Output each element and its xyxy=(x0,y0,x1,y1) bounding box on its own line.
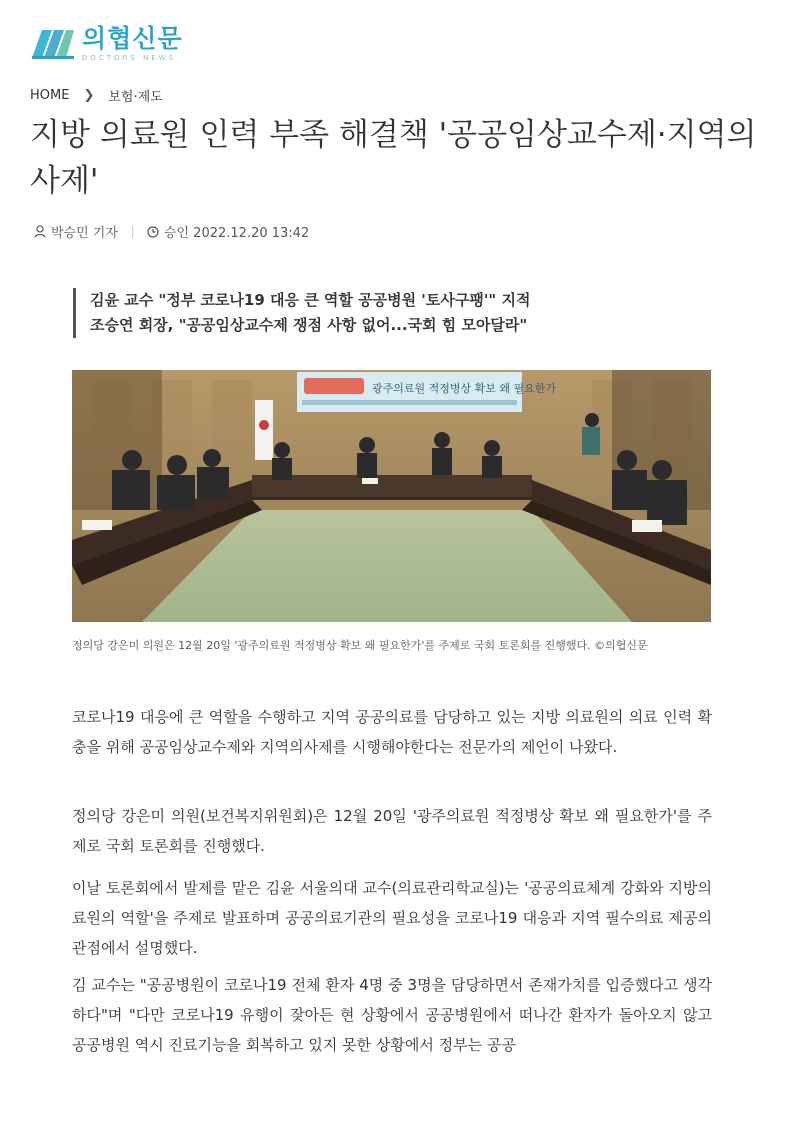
logo-mark-icon xyxy=(30,26,76,62)
subtitle-line: 김윤 교수 "정부 코로나19 대응 큰 역할 공공병원 '토사구팽'" 지적 xyxy=(90,291,531,309)
logo-name: 의협신문 xyxy=(82,24,183,53)
paragraph: 코로나19 대응에 큰 역할을 수행하고 지역 공공의료를 담당하고 있는 지방 의료원의 의료 인력 확충을 위해 공공임상교수제와 지역의사제를 시행해야한다는 전문가의 제언이 나왔다. xyxy=(72,708,712,756)
logo-subtitle: DOCTORS NEWS xyxy=(82,54,177,62)
user-icon xyxy=(34,225,46,238)
article-subtitles xyxy=(73,288,530,338)
breadcrumb xyxy=(30,86,163,105)
site-logo[interactable] xyxy=(30,26,183,62)
subtitle-line: 조승연 회장, "공공임상교수제 쟁점 사항 없어...국회 힘 모아달라" xyxy=(90,316,528,334)
chevron-right-icon: ❯ xyxy=(83,88,95,103)
article-meta xyxy=(34,222,309,241)
approved-date: 승인 2022.12.20 13:42 xyxy=(163,226,310,241)
author-name[interactable]: 박승민 기자 xyxy=(51,226,118,241)
paragraph: 이날 토론회에서 발제를 맡은 김윤 서울의대 교수(의료관리학교실)는 '공공의료체계 강화와 지방의료원의 역할'을 주제로 발표하며 공공의료기관의 필요성을 코로나19 대응과 지역 필수의료 제공의 관점에서 설명했다. xyxy=(72,879,712,957)
conference-photo xyxy=(72,370,711,622)
banner-text: 광주의료원 적정병상 확보 왜 필요한가 xyxy=(372,382,557,395)
paragraph: 정의당 강은미 의원(보건복지위원회)은 12월 20일 '광주의료원 적정병상 확보 왜 필요한가'를 주제로 국회 토론회를 진행했다. xyxy=(72,807,712,855)
breadcrumb-home[interactable]: HOME xyxy=(30,88,70,103)
meta-divider xyxy=(132,226,133,238)
breadcrumb-section[interactable]: 보험·제도 xyxy=(108,90,163,105)
paragraph: 김 교수는 "공공병원이 코로나19 전체 환자 4명 중 3명을 담당하면서 존재가치를 입증했다고 생각하다"며 "다만 코로나19 유행이 잦아든 현 상황에서 공공병원에서 떠나간 환자가 돌아오지 않고 공공병원 역시 진료기능을 회복하고 있지 못한 상황에서 정부는 공공 xyxy=(72,976,712,1054)
article-photo xyxy=(72,370,711,622)
clock-icon xyxy=(147,226,159,238)
article-title: 지방 의료원 인력 부족 해결책 '공공임상교수제·지역의사제' xyxy=(30,117,757,199)
photo-caption: 정의당 강은미 의원은 12월 20일 '광주의료원 적정병상 확보 왜 필요한가'를 주제로 국회 토론회를 진행했다. ©의협신문 xyxy=(72,639,648,652)
